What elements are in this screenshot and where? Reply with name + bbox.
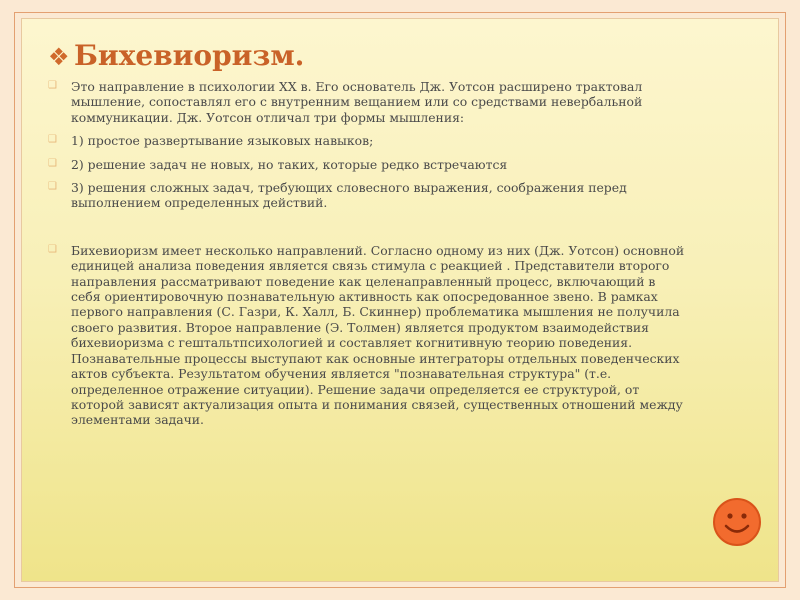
title-bullet-icon: ❖ [48, 43, 70, 71]
smiley-face-icon [712, 497, 762, 547]
paragraph-form-3: 3) решения сложных задач, требующих словесного выражения, соображения перед выполнением определенных действий. [71, 180, 627, 211]
list-item [48, 180, 688, 211]
bullet-icon: ❑ [48, 80, 57, 91]
slide [22, 19, 778, 581]
list-item [48, 133, 688, 148]
bullet-icon: ❑ [48, 134, 57, 146]
smiley-left-eye [727, 513, 732, 518]
smiley-right-eye [741, 513, 746, 518]
list-item [48, 79, 688, 125]
paragraph-directions: Бихевиоризм имеет несколько направлений. Согласно одному из них (Дж. Уотсон) основной единицей анализа поведения является связь стимула с реакцией . Представители второго направления рассматривают поведение как целенаправленный процесс, включающий в себя ориентировочную познавательную активность как опосредованное звено. В рамках первого направления (С. Газри, К. Халл, Б. Скиннер) проблематика мышления не получила своего развития. Второе направление (Э. Толмен) является продуктом взаимодействия бихевиоризма с гештальтпсихологией и составляет когнитивную теорию поведения. Познавательные процессы выступают как основные интеграторы отдельных поведенческих актов субъекта. Результатом обучения является "познавательная структура" (т.е. определенное отражение ситуации). Решение задачи определяется ее структурой, от которой зависят актуализация опыта и понимания связей, существенных отношений между элементами задачи. [71, 242, 685, 428]
smiley-face-circle [714, 499, 760, 545]
paragraph-form-1: 1) простое развертывание языковых навыков; [71, 133, 374, 149]
list-item [48, 243, 688, 428]
paragraph-form-2: 2) решение задач не новых, но таких, которые редко встречаются [71, 156, 508, 172]
bullet-icon: ❑ [48, 181, 57, 193]
paragraph-intro: Это направление в психологии XX в. Его основатель Дж. Уотсон расширено трактовал мышление, сопоставлял его с внутренним вещанием или со средствами невербальной коммуникации. Дж. Уотсон отличал три формы мышления: [71, 79, 643, 125]
slide-title: Бихевиоризм. [74, 39, 305, 72]
list-item [48, 157, 688, 172]
slide-content [48, 79, 688, 436]
bullet-icon: ❑ [48, 157, 57, 169]
bullet-icon: ❑ [48, 243, 57, 255]
